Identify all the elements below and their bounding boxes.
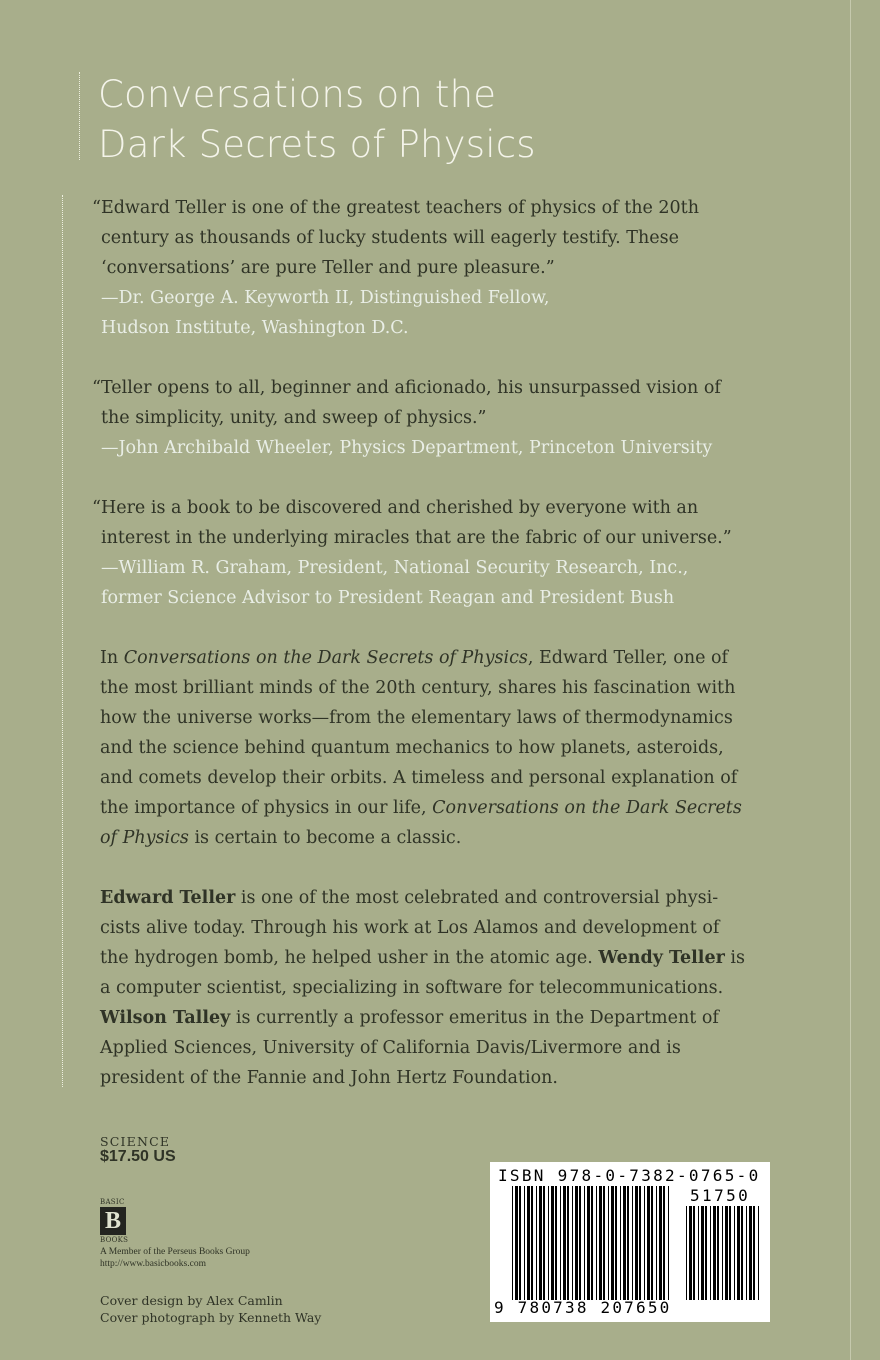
quote-attribution: —Dr. George A. Keyworth II, Distinguished Fellow, [101,288,550,308]
quote-line: century as thousands of lucky students will eagerly testify. These [101,228,679,248]
quote-line: “Here is a book to be discovered and cherished by everyone with an [92,498,699,518]
title-reference: Conversations on the Dark Secrets of Physics [123,648,528,668]
author-name: Wendy Teller [598,948,725,968]
barcode-bar [746,1206,747,1300]
quote-attribution: —William R. Graham, President, National Security Research, Inc., [101,558,689,578]
barcode-bar [668,1186,669,1300]
barcode-bar [543,1186,545,1300]
quote-line: the simplicity, unity, and sweep of physics.” [101,408,487,428]
barcode-bar [758,1206,759,1300]
publisher-info: A Member of the Perseus Books Group http://www.basicbooks.com [100,1247,250,1269]
barcode-bar [698,1206,699,1300]
quote-attribution: —John Archibald Wheeler, Physics Department, Princeton University [101,438,713,458]
barcode-bar [572,1186,573,1300]
barcode-bar [729,1206,731,1300]
barcode-bar [615,1186,617,1300]
barcode-bar [686,1206,687,1300]
barcode-bar [527,1186,530,1300]
barcode-bar [587,1186,590,1300]
barcode-bar [644,1186,645,1300]
barcode-bar [701,1206,704,1300]
price-code: 51750 [690,1186,751,1205]
barcode-bar [663,1186,665,1300]
barcode-bar [539,1186,542,1300]
barcode-bar [603,1186,605,1300]
title-reference: Conversations on the Dark Secrets [432,798,742,818]
quote-line: “Teller opens to all, beginner and aficionado, his unsurpassed vision of [92,378,721,398]
barcode-bar [659,1186,662,1300]
barcode-bar [548,1186,549,1300]
barcode-bar [575,1186,578,1300]
barcode-bar [563,1186,566,1300]
barcode-bar [560,1186,561,1300]
blurb-wheeler [92,373,721,463]
barcode-bar [515,1186,518,1300]
publisher-url: http://www.basicbooks.com [100,1259,206,1269]
text-dotted-rule [62,195,63,1087]
author-name: Edward Teller [100,888,236,908]
barcode-bar [551,1186,554,1300]
author-name: Wilson Talley [100,1008,231,1028]
barcode-bar [596,1186,597,1300]
quote-attribution: former Science Advisor to President Reagan and President Bush [101,588,675,608]
barcode-bar [737,1206,740,1300]
title-line-1: Conversations on the [98,73,497,116]
barcode-bar [632,1186,633,1300]
barcode-bar [689,1206,692,1300]
right-edge-rule [850,0,851,1360]
blurb-keyworth [92,193,699,343]
barcode-bar [705,1206,707,1300]
author-bios: Edward Teller is one of the most celebrated and controversial physi- cists alive today. Through his work at Los Alamos and development of the hydrogen bomb, he helped usher in the atomic age. Wendy Teller is a computer scientist, specializing in software for telecommunications. Wilson Talley is currently a professor emeritus in the Department of Applied Sciences, University of California Davis/Livermore and is president of the Fannie and John Hertz Foundation. [100,888,745,1088]
barcode-bar [623,1186,626,1300]
price: $17.50 US [100,1148,176,1165]
title-dotted-rule [79,72,80,160]
barcode-bar [725,1206,728,1300]
isbn-barcode [490,1162,770,1322]
barcode-bar [647,1186,650,1300]
barcode-bar [741,1206,743,1300]
quote-line: ‘conversations’ are pure Teller and pure pleasure.” [101,258,555,278]
barcode-bar [651,1186,653,1300]
book-description: In Conversations on the Dark Secrets of Physics, Edward Teller, one of the most brilliant minds of the 20th century, shares his fascination with how the universe works—from the elementary laws of thermodynamics and the science behind quantum mechanics to how planets, asteroids, and comets develop their orbits. A timeless and personal explanation of the importance of physics in our life, Conversations on the Dark Secrets of Physics is certain to become a classic. [100,648,742,848]
barcode-bar [717,1206,719,1300]
blurb-graham [92,493,732,613]
barcode-bar [639,1186,641,1300]
book-title [98,70,536,170]
barcode-bar [524,1186,525,1300]
publisher-logo: BASIC B BOOKS [100,1198,129,1244]
barcode-bar [722,1206,723,1300]
barcode-bar [584,1186,585,1300]
barcode-bar [749,1206,752,1300]
barcode-bar [635,1186,638,1300]
barcode-bar [536,1186,537,1300]
category-label: SCIENCE [100,1134,171,1149]
quote-line: “Edward Teller is one of the greatest teachers of physics of the 20th [92,198,699,218]
isbn-label: ISBN 978-0-7382-0765-0 [498,1166,761,1185]
barcode-bar [710,1206,711,1300]
barcode-bar [608,1186,609,1300]
title-line-2: Dark Secrets of Physics [98,123,536,166]
barcode-bar [555,1186,557,1300]
title-reference: of Physics [100,828,189,848]
quote-attribution: Hudson Institute, Washington D.C. [101,318,409,338]
cover-credits: Cover design by Alex Camlin Cover photograph by Kenneth Way [100,1293,322,1325]
barcode-bar [512,1186,513,1300]
barcode-bar [693,1206,695,1300]
barcode-bar [567,1186,569,1300]
quote-line: interest in the underlying miracles that are the fabric of our universe.” [101,528,732,548]
barcode-bar [713,1206,716,1300]
barcode-bar [611,1186,614,1300]
barcode-bar [591,1186,593,1300]
barcode-number: 9 780738 207650 [494,1298,672,1317]
barcode-bar [519,1186,521,1300]
barcode-bar [734,1206,735,1300]
barcode-bar [579,1186,581,1300]
barcode-bar [620,1186,621,1300]
barcode-bar [627,1186,629,1300]
barcode-bar [531,1186,533,1300]
barcode-bar [753,1206,755,1300]
barcode-bar [656,1186,657,1300]
barcode-bar [599,1186,602,1300]
